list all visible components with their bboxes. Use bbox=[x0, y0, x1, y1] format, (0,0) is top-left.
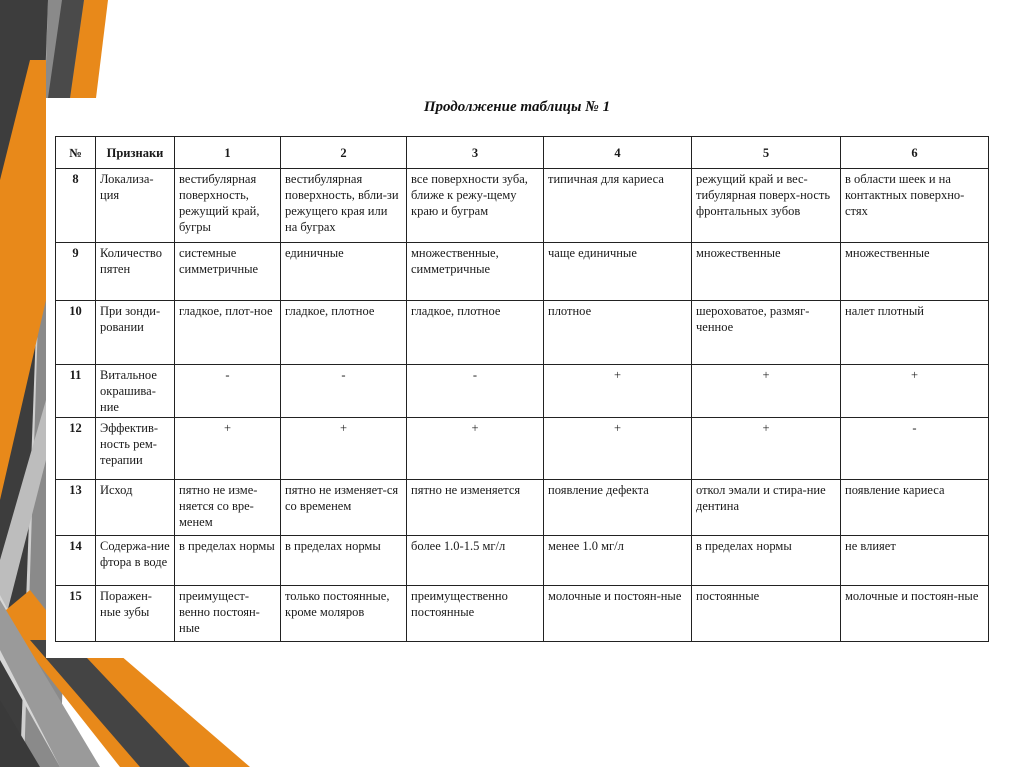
header-cell: 2 bbox=[281, 137, 407, 169]
table-cell: чаще единичные bbox=[544, 243, 692, 301]
table-cell: молочные и постоян-ные bbox=[841, 586, 989, 642]
feature-name: Витальное окрашива-ние bbox=[96, 365, 175, 418]
table-cell: + bbox=[407, 418, 544, 480]
header-cell: 6 bbox=[841, 137, 989, 169]
table-title: Продолжение таблицы № 1 bbox=[423, 99, 611, 115]
table-cell: преимущест-венно постоян-ные bbox=[175, 586, 281, 642]
table-cell: все поверхности зуба, ближе к режу-щему краю и буграм bbox=[407, 169, 544, 243]
table-row bbox=[56, 418, 989, 480]
table-cell: откол эмали и стира-ние дентина bbox=[692, 480, 841, 536]
table-cell: множественные bbox=[692, 243, 841, 301]
table-row bbox=[56, 301, 989, 365]
table-cell: не влияет bbox=[841, 536, 989, 586]
feature-name: Количество пятен bbox=[96, 243, 175, 301]
table-cell: + bbox=[281, 418, 407, 480]
table-cell: преимущественно постоянные bbox=[407, 586, 544, 642]
table-cell: гладкое, плот-ное bbox=[175, 301, 281, 365]
row-number: 12 bbox=[56, 418, 96, 480]
table-cell: плотное bbox=[544, 301, 692, 365]
row-number: 11 bbox=[56, 365, 96, 418]
table-cell: множественные bbox=[841, 243, 989, 301]
feature-name: Эффектив-ность рем-терапии bbox=[96, 418, 175, 480]
header-cell: 1 bbox=[175, 137, 281, 169]
row-number: 9 bbox=[56, 243, 96, 301]
table-cell: системные симметричные bbox=[175, 243, 281, 301]
table-cell: режущий край и вес-тибулярная поверх-ность фронтальных зубов bbox=[692, 169, 841, 243]
header-cell: 5 bbox=[692, 137, 841, 169]
feature-name: Содержа-ние фтора в воде bbox=[96, 536, 175, 586]
table-cell: появление дефекта bbox=[544, 480, 692, 536]
row-number: 15 bbox=[56, 586, 96, 642]
table-cell: + bbox=[692, 418, 841, 480]
table-cell: в пределах нормы bbox=[692, 536, 841, 586]
table-cell: + bbox=[544, 365, 692, 418]
table-cell: в области шеек и на контактных поверхно-стях bbox=[841, 169, 989, 243]
table-cell: более 1.0-1.5 мг/л bbox=[407, 536, 544, 586]
table-cell: пятно не изме-няется со вре-менем bbox=[175, 480, 281, 536]
table-cell: в пределах нормы bbox=[175, 536, 281, 586]
table-cell: постоянные bbox=[692, 586, 841, 642]
table-row bbox=[56, 169, 989, 243]
table-cell: множественные, симметричные bbox=[407, 243, 544, 301]
table-cell: гладкое, плотное bbox=[407, 301, 544, 365]
table-cell: появление кариеса bbox=[841, 480, 989, 536]
table-cell: только постоянные, кроме моляров bbox=[281, 586, 407, 642]
row-number: 8 bbox=[56, 169, 96, 243]
table-row bbox=[56, 365, 989, 418]
table-cell: менее 1.0 мг/л bbox=[544, 536, 692, 586]
table-row bbox=[56, 586, 989, 642]
table-row bbox=[56, 536, 989, 586]
header-cell: Признаки bbox=[96, 137, 175, 169]
table-cell: - bbox=[281, 365, 407, 418]
table-cell: - bbox=[841, 418, 989, 480]
table-cell: молочные и постоян-ные bbox=[544, 586, 692, 642]
table-cell: в пределах нормы bbox=[281, 536, 407, 586]
table-header-row bbox=[56, 137, 989, 169]
table-cell: налет плотный bbox=[841, 301, 989, 365]
row-number: 10 bbox=[56, 301, 96, 365]
table-cell: гладкое, плотное bbox=[281, 301, 407, 365]
table-cell: + bbox=[692, 365, 841, 418]
table-cell: единичные bbox=[281, 243, 407, 301]
table-cell: + bbox=[544, 418, 692, 480]
table-cell: - bbox=[175, 365, 281, 418]
table-cell: шероховатое, размяг-ченное bbox=[692, 301, 841, 365]
feature-name: Поражен-ные зубы bbox=[96, 586, 175, 642]
header-cell: № bbox=[56, 137, 96, 169]
table-cell: вестибулярная поверхность, режущий край, бугры bbox=[175, 169, 281, 243]
header-cell: 4 bbox=[544, 137, 692, 169]
table-cell: + bbox=[175, 418, 281, 480]
feature-name: При зонди-ровании bbox=[96, 301, 175, 365]
row-number: 13 bbox=[56, 480, 96, 536]
comparison-table bbox=[55, 136, 989, 642]
feature-name: Исход bbox=[96, 480, 175, 536]
table-cell: пятно не изменяется bbox=[407, 480, 544, 536]
table-cell: пятно не изменяет-ся со временем bbox=[281, 480, 407, 536]
table-cell: типичная для кариеса bbox=[544, 169, 692, 243]
table-row bbox=[56, 243, 989, 301]
header-cell: 3 bbox=[407, 137, 544, 169]
feature-name: Локализа- ция bbox=[96, 169, 175, 243]
table-cell: - bbox=[407, 365, 544, 418]
table-cell: вестибулярная поверхность, вбли-зи режущего края или на буграх bbox=[281, 169, 407, 243]
table-row bbox=[56, 480, 989, 536]
row-number: 14 bbox=[56, 536, 96, 586]
table-cell: + bbox=[841, 365, 989, 418]
